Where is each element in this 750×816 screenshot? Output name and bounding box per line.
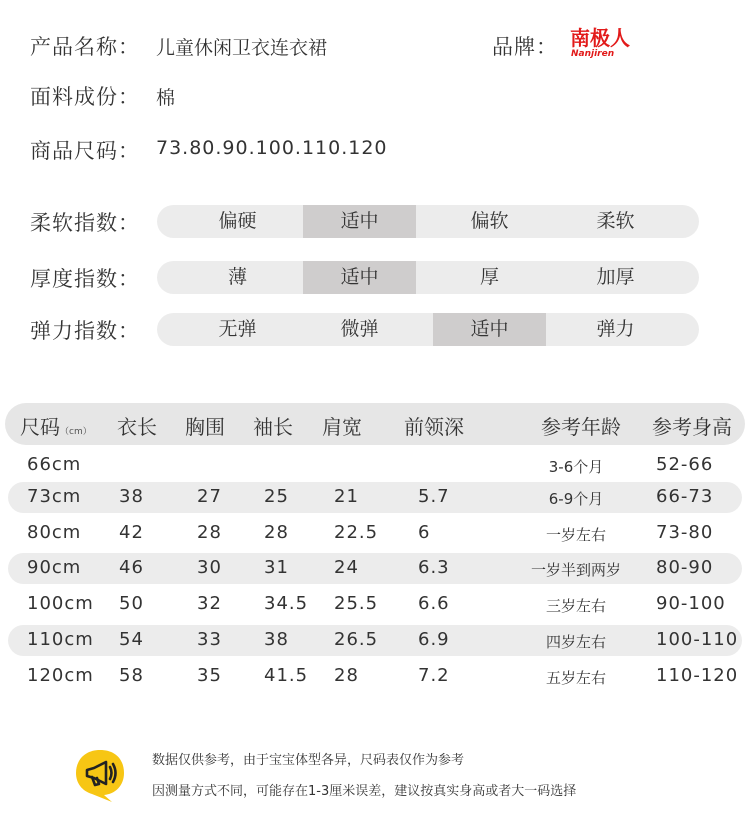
table-cell-height: 73-80	[656, 522, 714, 543]
table-cell-height: 66-73	[656, 486, 714, 507]
header-shoulder: 肩宽	[322, 415, 362, 439]
index-option-selected: 适中	[303, 205, 416, 238]
brand-logo	[570, 27, 640, 63]
index-bar	[157, 313, 699, 346]
table-cell-size: 66cm	[27, 454, 82, 475]
header-size-text: 尺码	[20, 415, 60, 439]
table-cell-sleeve: 28	[264, 522, 289, 543]
table-cell-sleeve: 31	[264, 557, 289, 578]
index-option-selected: 适中	[303, 261, 416, 294]
table-cell-height: 100-110	[656, 629, 739, 650]
table-cell-height: 110-120	[656, 665, 739, 686]
size-table-header	[5, 403, 745, 445]
table-cell-chest: 32	[197, 593, 222, 614]
index-option: 厚	[479, 266, 499, 288]
table-cell-shoulder: 25.5	[334, 593, 379, 614]
table-cell-age: 五岁左右	[545, 669, 606, 687]
index-label: 厚度指数：	[30, 267, 140, 291]
table-cell-neck: 6.3	[418, 557, 450, 578]
size-range-label: 商品尺码：	[30, 139, 140, 163]
table-cell-shoulder: 22.5	[334, 522, 379, 543]
brand-logo-cn: 南极人	[570, 26, 630, 50]
table-cell-age: 三岁左右	[545, 597, 606, 615]
index-label: 柔软指数：	[30, 211, 140, 235]
table-cell-chest: 28	[197, 522, 222, 543]
index-option: 加厚	[596, 266, 635, 288]
table-cell-sleeve: 41.5	[264, 665, 309, 686]
note-line-1: 数据仅供参考，由于宝宝体型各异，尺码表仅作为参考	[152, 753, 465, 768]
index-option: 弹力	[596, 318, 635, 340]
table-cell-length: 54	[119, 629, 144, 650]
table-cell-height: 80-90	[656, 557, 714, 578]
table-cell-neck: 6.9	[418, 629, 450, 650]
header-chest: 胸围	[185, 415, 225, 439]
table-cell-neck: 7.2	[418, 665, 450, 686]
index-option-selected: 适中	[433, 313, 546, 346]
table-cell-size: 73cm	[27, 486, 82, 507]
index-option: 柔软	[596, 210, 635, 232]
table-cell-height: 52-66	[656, 454, 714, 475]
table-cell-age: 6-9个月	[548, 490, 604, 508]
index-bar	[157, 205, 699, 238]
table-cell-shoulder: 21	[334, 486, 359, 507]
table-cell-size: 110cm	[27, 629, 94, 650]
brand-label: 品牌：	[492, 35, 558, 59]
table-cell-length: 38	[119, 486, 144, 507]
index-option: 偏软	[470, 210, 509, 232]
index-option: 无弹	[218, 318, 257, 340]
index-option: 偏硬	[218, 210, 257, 232]
product-name-value: 儿童休闲卫衣连衣裙	[156, 37, 328, 59]
table-cell-neck: 6	[418, 522, 431, 543]
table-cell-size: 80cm	[27, 522, 82, 543]
header-ref-height: 参考身高	[652, 415, 732, 439]
table-cell-height: 90-100	[656, 593, 726, 614]
note-line-2: 因测量方式不同，可能存在1-3厘米误差，建议按真实身高或者大一码选择	[152, 784, 577, 799]
table-cell-size: 100cm	[27, 593, 94, 614]
table-cell-chest: 33	[197, 629, 222, 650]
table-cell-length: 50	[119, 593, 144, 614]
table-cell-chest: 27	[197, 486, 222, 507]
header-ref-age: 参考年龄	[541, 415, 621, 439]
fabric-value: 棉	[156, 87, 176, 109]
table-cell-length: 58	[119, 665, 144, 686]
table-cell-size: 90cm	[27, 557, 82, 578]
speaker-icon	[72, 746, 128, 802]
table-cell-sleeve: 38	[264, 629, 289, 650]
table-cell-size: 120cm	[27, 665, 94, 686]
table-cell-neck: 6.6	[418, 593, 450, 614]
table-cell-age: 四岁左右	[545, 633, 606, 651]
header-sleeve: 袖长	[253, 415, 293, 439]
table-cell-chest: 35	[197, 665, 222, 686]
table-cell-shoulder: 28	[334, 665, 359, 686]
index-option: 微弹	[340, 318, 379, 340]
table-cell-shoulder: 24	[334, 557, 359, 578]
header-length: 衣长	[117, 415, 157, 439]
table-cell-length: 42	[119, 522, 144, 543]
index-bar	[157, 261, 699, 294]
header-neck-depth: 前领深	[404, 415, 464, 439]
size-range-value: 73.80.90.100.110.120	[156, 137, 388, 159]
header-size	[20, 411, 92, 440]
header-size-unit: （cm）	[60, 427, 92, 437]
table-cell-age: 一岁左右	[545, 526, 606, 544]
index-option: 薄	[227, 266, 247, 288]
index-label: 弹力指数：	[30, 319, 140, 343]
table-cell-sleeve: 34.5	[264, 593, 309, 614]
table-cell-neck: 5.7	[418, 486, 450, 507]
product-name-label: 产品名称：	[30, 35, 140, 59]
table-cell-shoulder: 26.5	[334, 629, 379, 650]
table-cell-sleeve: 25	[264, 486, 289, 507]
fabric-label: 面料成份：	[30, 85, 140, 109]
table-cell-age: 3-6个月	[548, 458, 604, 476]
brand-logo-en: Nanjiren	[571, 49, 615, 59]
table-cell-length: 46	[119, 557, 144, 578]
table-cell-age: 一岁半到两岁	[530, 561, 621, 579]
table-cell-chest: 30	[197, 557, 222, 578]
